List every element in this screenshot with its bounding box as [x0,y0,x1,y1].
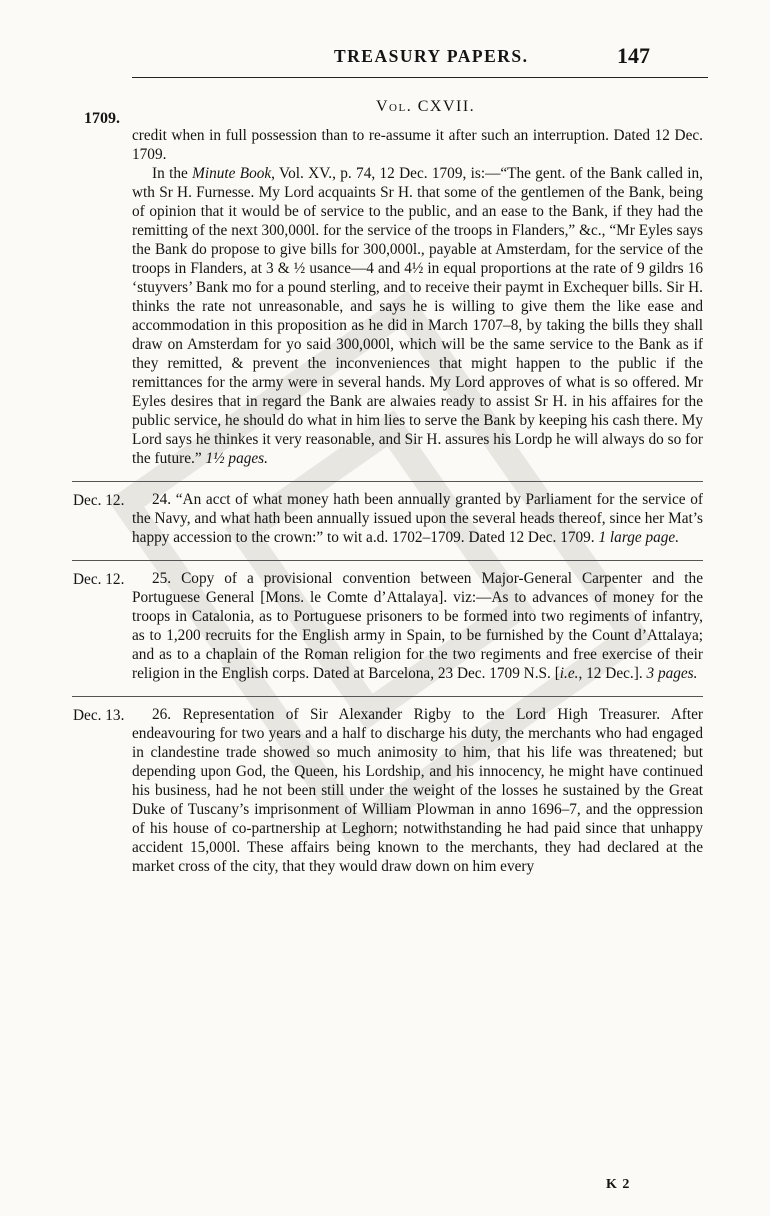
entry-date: Dec. 13. [73,707,125,724]
entry-26 [73,696,703,876]
minute-intro: In the [152,165,193,182]
entry-date: Dec. 12. [73,492,125,509]
margin-year: 1709. [84,110,120,127]
running-head: TREASURY PAPERS. [334,46,529,66]
entry-25 [73,560,703,683]
page-header [0,43,770,80]
entry-body-after: , 12 Dec.]. [578,665,647,682]
volume-heading: Vol. CXVII. [376,98,476,115]
entry-body: 25. Copy of a provisional convention between Major-General Carpenter and the Portuguese General [Mons. le Comte d’Attalaya]. viz:—As to advances of money for the troops in Catalonia, as to Portuguese prisoners to be formed into two regiments of infantry, as to 1,200 recruits for the English army in Spain, to be furnished by the Count d’Attalaya; and as to a chaplain of the Roman religion for the two regiments and free exercise of their religion in the English corps. Dated at Barcelona, 23 Dec. 1709 N.S. [ [132,570,703,682]
page-body [73,126,703,876]
header-rule [132,77,708,78]
entry-ie: i.e. [559,665,579,682]
minute-text: , Vol. XV., p. 74, 12 Dec. 1709, is:—“The gent. of the Bank called in, wth Sr H. Furnesse. My Lord acquaints Sr H. that some of the gentlemen of the Bank, being of opinion that it would be of service to the public, and an ease to the Bank, if they had the remitting of the next 300,000l. for the service of the troops in Flanders,” &c., “Mr Eyles says the Bank do propose to give bills for 300,000l., payable at Amsterdam, for the service of the troops in Flanders, at 3 & ½ usance—4 and 4½ in equal proportions at the rate of 9 gildrs 16 ‘stuyvers’ Bank mo for a pound sterling, and to receive their paymt in Exchequer bills. Sir H. thinks the rate not unreasonable, and says he is willing to give them the like ease and accommodation in this proposition as he did in March 1707–8, by taking the bills they shall draw on Amsterdam for yo said 300,000l, which will be the same service to the Bank as if they remitted, & prevent the inconveniences that might happen to the public if the remittances for the army were in several hands. My Lord approves of what is so offered. Mr Eyles desires that in regard the Bank are alwaies ready to assist Sr H. in his affaires for the public service, he should do what in him lies to serve the Bank by keeping his cash there. My Lord says he thinkes it very reasonable, and Sir H. assures his Lordp he will always do so for the future.” [132,165,703,467]
minute-book-title: Minute Book [192,165,272,182]
entry-body: 24. “An acct of what money hath been annually granted by Parliament for the service of the Navy, and what hath been annually issued upon the several heads thereof, since her Mat’s happy accession to the crown:” to wit a.d. 1702–1709. Dated 12 Dec. 1709. [132,491,703,546]
entry-extent: 1 large page. [598,529,680,546]
minute-extent: 1½ pages. [205,450,268,467]
entry-extent: 3 pages. [646,665,698,682]
continuation-paragraph: credit when in full possession than to re-assume it after such an interruption. Dated 12 Dec. 1709. [132,127,703,163]
entry-text [132,490,703,547]
entry-text: 26. Representation of Sir Alexander Rigby to the Lord High Treasurer. After endeavouring for two years and a half to discharge his duty, the merchants who had engaged in clandestine trade showed so much animosity to him, that his life was threatened; but depending upon God, the Queen, his Lordship, and his innocency, he might have continued his business, had he not been still under the weight of the losses he sustained by the Great Duke of Tuscany’s imprisonment of William Plowman in anno 1696–7, and the oppression of his house of co-partnership at Leghorn; notwithstanding he had paid since that unhappy accident 15,000l. These affairs being known to the merchants, they had declared at the market cross of the city, that they would draw down on him every [132,706,703,875]
entry-text [132,569,703,683]
entry-24 [73,481,703,547]
page-number: 147 [617,43,650,68]
minute-book-paragraph [132,164,703,468]
catchword-signature: K 2 [606,1177,631,1192]
entry-date: Dec. 12. [73,571,125,588]
